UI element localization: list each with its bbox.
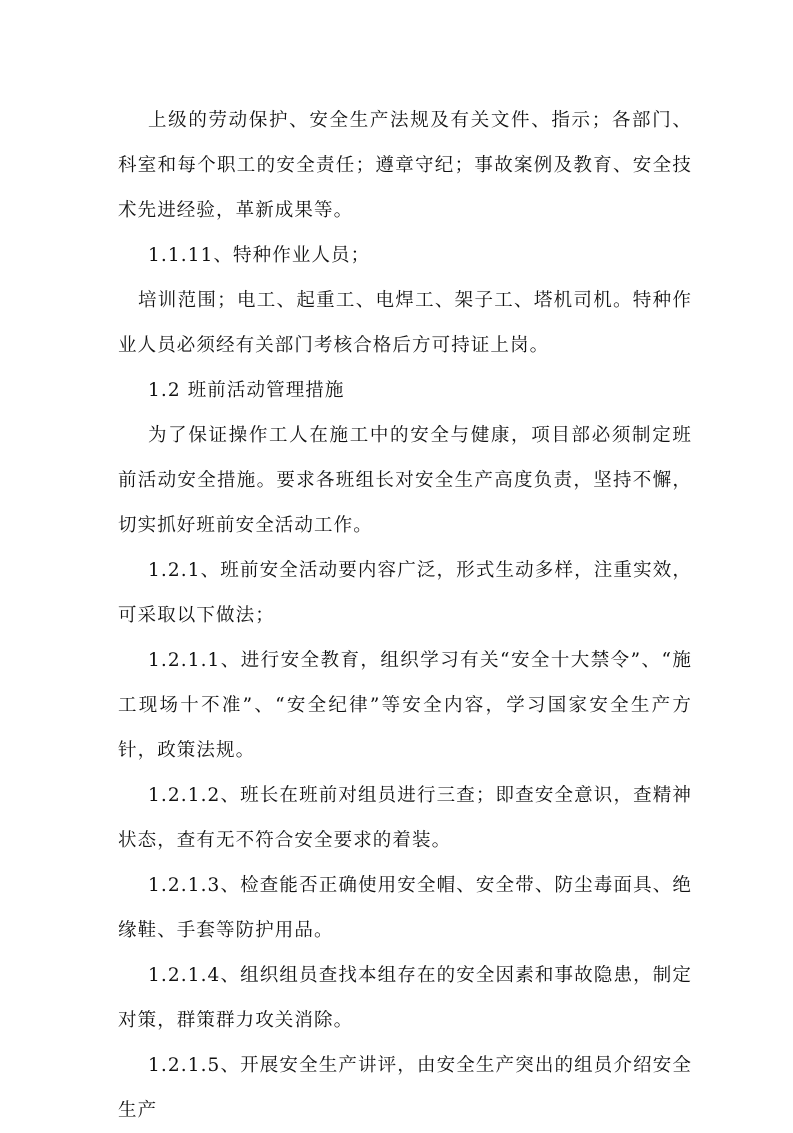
paragraph-1-2-1-2: 1.2.1.2、班长在班前对组员进行三查；即查安全意识，查精神状态，查有无不符合安全要求的着装。 bbox=[118, 785, 692, 851]
document-page bbox=[118, 98, 692, 1133]
paragraph-safety-education-content: 上级的劳动保护、安全生产法规及有关文件、指示；各部门、科室和每个职工的安全责任；遵章守纪；事故案例及教育、安全技术先进经验，革新成果等。 bbox=[118, 110, 692, 221]
section-heading-1-1-11: 1.1.11、特种作业人员； bbox=[148, 245, 371, 266]
paragraph-1-2-1-1: 1.2.1.1、进行安全教育，组织学习有关“安全十大禁令”、“施工现场十不准”、“安全纪律”等安全内容，学习国家安全生产方针，政策法规。 bbox=[118, 650, 692, 761]
paragraph-1-2-1: 1.2.1、班前安全活动要内容广泛，形式生动多样，注重实效，可采取以下做法； bbox=[118, 560, 692, 626]
paragraph-1-2-1-5: 1.2.1.5、开展安全生产讲评，由安全生产突出的组员介绍安全生产 bbox=[118, 1055, 692, 1121]
paragraph-special-operators-training: 培训范围；电工、起重工、电焊工、架子工、塔机司机。特种作业人员必须经有关部门考核合格后方可持证上岗。 bbox=[118, 290, 692, 356]
paragraph-pre-shift-intro: 为了保证操作工人在施工中的安全与健康，项目部必须制定班前活动安全措施。要求各班组长对安全生产高度负责，坚持不懈，切实抓好班前安全活动工作。 bbox=[118, 425, 692, 536]
paragraph-1-2-1-4: 1.2.1.4、组织组员查找本组存在的安全因素和事故隐患，制定对策，群策群力攻关消除。 bbox=[118, 965, 692, 1031]
section-heading-1-2: 1.2 班前活动管理措施 bbox=[148, 380, 345, 401]
paragraph-1-2-1-3: 1.2.1.3、检查能否正确使用安全帽、安全带、防尘毒面具、绝缘鞋、手套等防护用品。 bbox=[118, 875, 692, 941]
